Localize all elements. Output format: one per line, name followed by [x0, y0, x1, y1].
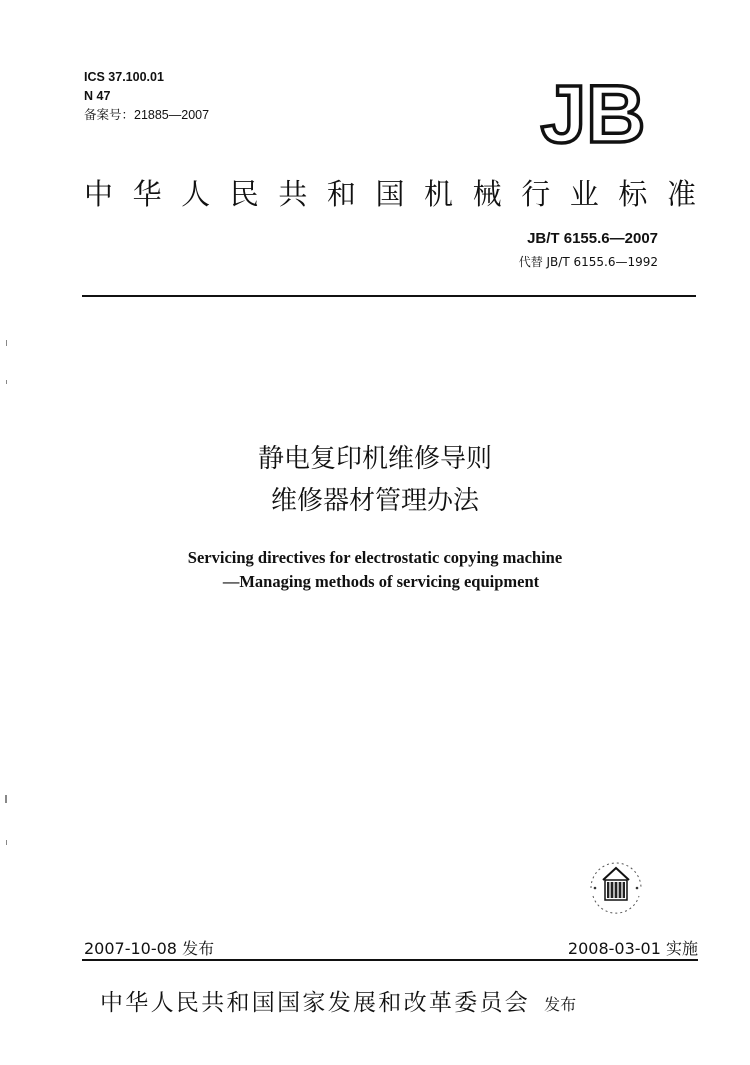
issue-date: 2007-10-08 发布 — [84, 939, 215, 958]
publisher-line — [100, 984, 680, 1017]
standard-type-char: 标 — [618, 177, 648, 211]
standard-type-char: 机 — [424, 177, 454, 211]
record-number: 备案号：21885—2007 — [84, 108, 210, 122]
publisher-seal-icon — [585, 858, 647, 918]
standard-type-title — [84, 172, 696, 213]
ics-code: ICS 37.100.01 — [84, 70, 164, 84]
jb-logo — [518, 72, 668, 152]
title-cn-line1: 静电复印机维修导则 — [257, 444, 492, 474]
replaces-standard: 代替 JB/T 6155.6—1992 — [518, 255, 658, 269]
title-en-line1: Servicing directives for electrostatic copying machine — [187, 548, 563, 567]
standard-type-char: 民 — [229, 177, 259, 211]
logo-text: JB — [540, 72, 646, 152]
scan-speck — [6, 380, 7, 384]
classification-code: N 47 — [84, 89, 111, 103]
standard-type-char: 械 — [472, 177, 502, 211]
standard-type-char: 中 — [84, 177, 114, 211]
footer-divider — [82, 959, 698, 961]
publish-label: 发布 — [544, 995, 577, 1014]
standard-type-char: 准 — [666, 177, 696, 211]
title-cn-line2: 维修器材管理办法 — [270, 486, 479, 516]
standard-type-char: 业 — [569, 177, 599, 211]
title-en-line2: —Managing methods of servicing equipment — [222, 572, 540, 591]
scan-speck — [6, 840, 7, 845]
standard-type-char: 和 — [326, 177, 356, 211]
standard-code: JB/T 6155.6—2007 — [527, 230, 658, 247]
standard-type-char: 国 — [375, 177, 405, 211]
scan-speck — [6, 340, 7, 346]
scan-speck — [5, 795, 7, 803]
publisher-name: 中华人民共和国国家发展和改革委员会 — [100, 990, 531, 1016]
standard-type-char: 行 — [521, 177, 551, 211]
implementation-date: 2008-03-01 实施 — [567, 939, 698, 958]
standard-type-char: 人 — [181, 177, 211, 211]
standard-type-char: 共 — [278, 177, 308, 211]
header-divider — [82, 295, 696, 297]
standard-type-char: 华 — [132, 177, 162, 211]
